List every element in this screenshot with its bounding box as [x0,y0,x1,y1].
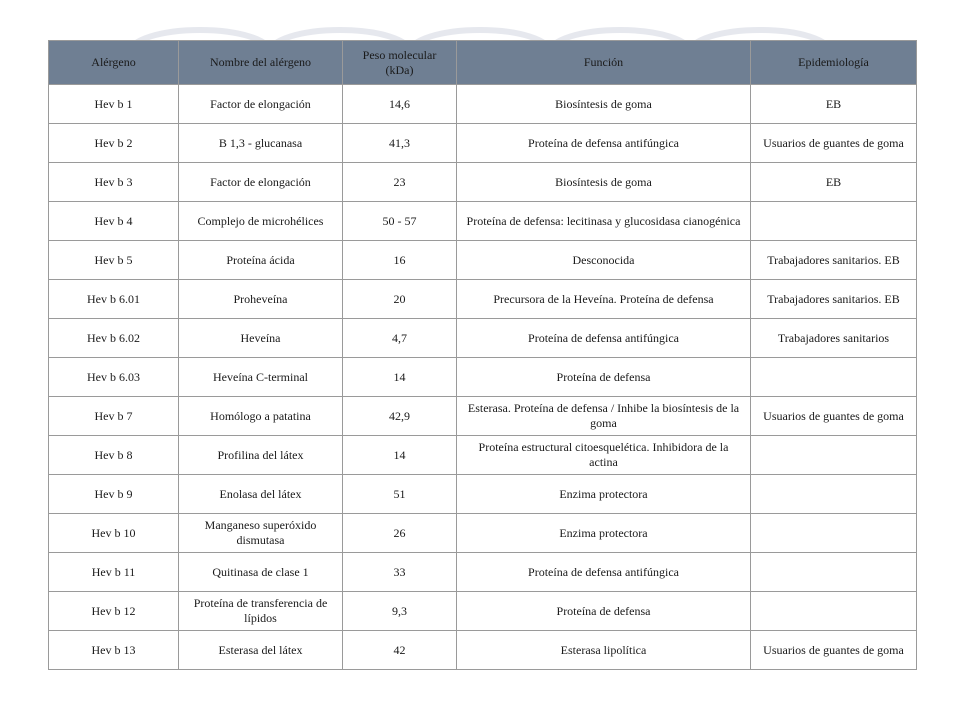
table-row [49,202,917,241]
cell-name: Esterasa del látex [179,631,343,670]
cell-allergen: Hev b 2 [49,124,179,163]
cell-epidemiology [751,553,917,592]
cell-allergen: Hev b 6.01 [49,280,179,319]
cell-name: Factor de elongación [179,85,343,124]
header-name: Nombre del alérgeno [179,41,343,85]
table-row [49,280,917,319]
header-allergen: Alérgeno [49,41,179,85]
header-epidemiology: Epidemiología [751,41,917,85]
cell-name: Complejo de microhélices [179,202,343,241]
cell-weight: 14 [343,358,457,397]
cell-name: Heveína [179,319,343,358]
cell-allergen: Hev b 5 [49,241,179,280]
cell-name: Enolasa del látex [179,475,343,514]
cell-function: Biosíntesis de goma [457,85,751,124]
cell-epidemiology: Usuarios de guantes de goma [751,631,917,670]
cell-allergen: Hev b 12 [49,592,179,631]
cell-epidemiology: Trabajadores sanitarios. EB [751,241,917,280]
cell-weight: 50 - 57 [343,202,457,241]
table-row [49,514,917,553]
cell-allergen: Hev b 11 [49,553,179,592]
table-row [49,85,917,124]
cell-allergen: Hev b 1 [49,85,179,124]
cell-name: Proteína ácida [179,241,343,280]
cell-function: Proteína de defensa antifúngica [457,553,751,592]
cell-epidemiology [751,514,917,553]
table-row [49,358,917,397]
cell-epidemiology [751,475,917,514]
cell-function: Esterasa. Proteína de defensa / Inhibe la biosíntesis de la goma [457,397,751,436]
cell-function: Proteína estructural citoesquelética. Inhibidora de la actina [457,436,751,475]
table-row [49,592,917,631]
cell-epidemiology: EB [751,163,917,202]
cell-weight: 26 [343,514,457,553]
cell-function: Proteína de defensa antifúngica [457,124,751,163]
cell-function: Esterasa lipolítica [457,631,751,670]
header-weight: Peso molecular (kDa) [343,41,457,85]
cell-name: Proheveína [179,280,343,319]
cell-name: Quitinasa de clase 1 [179,553,343,592]
table-row [49,163,917,202]
cell-name: Proteína de transferencia de lípidos [179,592,343,631]
cell-epidemiology: Trabajadores sanitarios [751,319,917,358]
cell-name: Manganeso superóxido dismutasa [179,514,343,553]
cell-weight: 33 [343,553,457,592]
cell-epidemiology: Trabajadores sanitarios. EB [751,280,917,319]
cell-allergen: Hev b 4 [49,202,179,241]
table-header-row [49,41,917,85]
cell-name: Factor de elongación [179,163,343,202]
table-body [49,85,917,670]
cell-name: Homólogo a patatina [179,397,343,436]
cell-weight: 41,3 [343,124,457,163]
cell-epidemiology: Usuarios de guantes de goma [751,124,917,163]
cell-function: Enzima protectora [457,475,751,514]
cell-weight: 4,7 [343,319,457,358]
cell-allergen: Hev b 8 [49,436,179,475]
cell-weight: 42,9 [343,397,457,436]
cell-allergen: Hev b 13 [49,631,179,670]
cell-name: B 1,3 - glucanasa [179,124,343,163]
cell-name: Heveína C-terminal [179,358,343,397]
table-row [49,553,917,592]
cell-allergen: Hev b 6.02 [49,319,179,358]
cell-allergen: Hev b 7 [49,397,179,436]
cell-weight: 51 [343,475,457,514]
cell-weight: 14 [343,436,457,475]
cell-weight: 14,6 [343,85,457,124]
table-row [49,319,917,358]
cell-weight: 20 [343,280,457,319]
cell-allergen: Hev b 6.03 [49,358,179,397]
header-function: Función [457,41,751,85]
cell-epidemiology [751,358,917,397]
cell-weight: 42 [343,631,457,670]
cell-weight: 23 [343,163,457,202]
cell-epidemiology [751,592,917,631]
cell-allergen: Hev b 3 [49,163,179,202]
table-row [49,436,917,475]
cell-weight: 9,3 [343,592,457,631]
cell-function: Proteína de defensa: lecitinasa y glucosidasa cianogénica [457,202,751,241]
table-row [49,475,917,514]
cell-epidemiology: EB [751,85,917,124]
table-row [49,631,917,670]
cell-function: Proteína de defensa [457,358,751,397]
cell-function: Proteína de defensa antifúngica [457,319,751,358]
cell-allergen: Hev b 9 [49,475,179,514]
allergen-table [48,40,917,670]
table-row [49,124,917,163]
cell-function: Enzima protectora [457,514,751,553]
cell-function: Biosíntesis de goma [457,163,751,202]
cell-function: Proteína de defensa [457,592,751,631]
cell-epidemiology [751,202,917,241]
cell-epidemiology: Usuarios de guantes de goma [751,397,917,436]
cell-epidemiology [751,436,917,475]
table-row [49,397,917,436]
table-row [49,241,917,280]
cell-function: Precursora de la Heveína. Proteína de defensa [457,280,751,319]
cell-name: Profilina del látex [179,436,343,475]
cell-allergen: Hev b 10 [49,514,179,553]
cell-function: Desconocida [457,241,751,280]
cell-weight: 16 [343,241,457,280]
